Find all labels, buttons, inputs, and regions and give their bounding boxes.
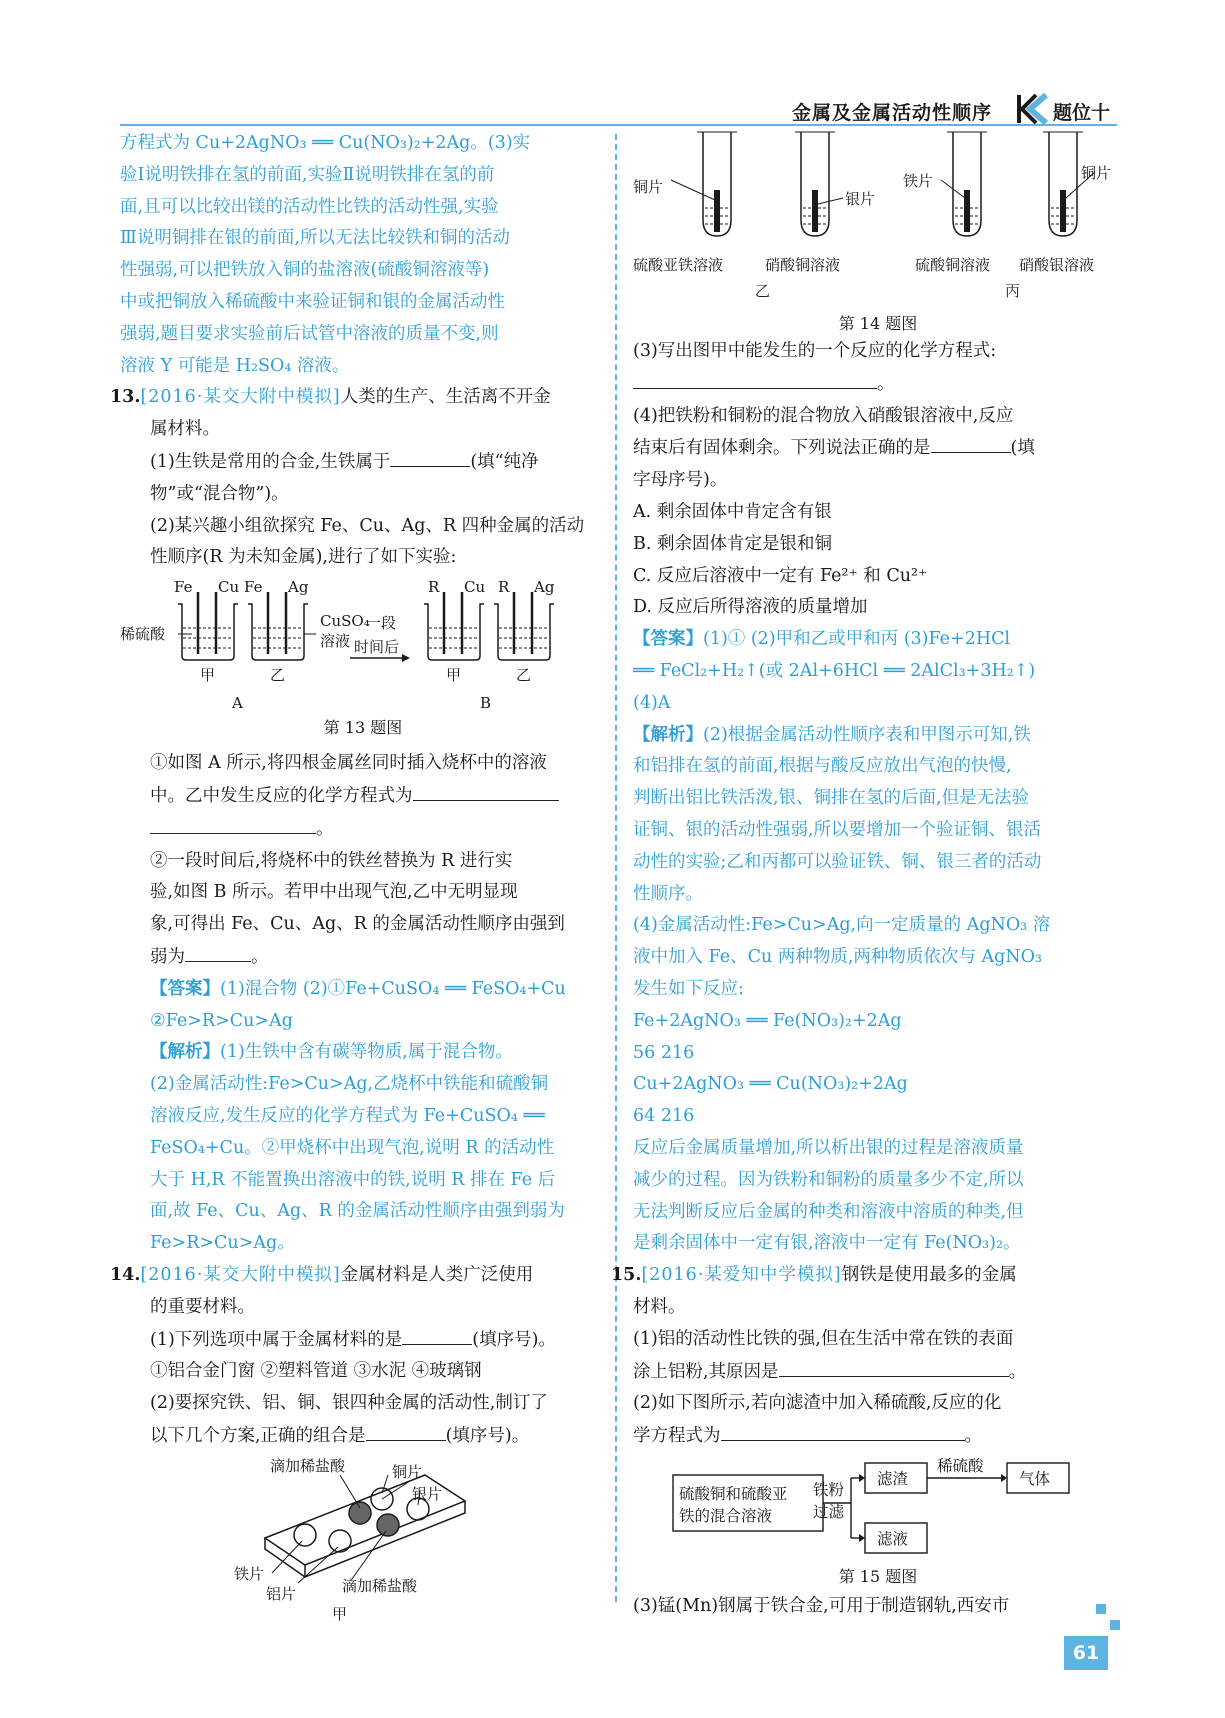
option-c: C. 反应后溶液中一定有 Fe²⁺ 和 Cu²⁺ xyxy=(633,565,928,586)
label-residue: 滤渣 xyxy=(877,1469,909,1488)
q14-explanation-line: Cu+2AgNO₃ ══ Cu(NO₃)₂+2Ag xyxy=(633,1074,908,1095)
q14-answer-cont: ══ FeCl₂+H₂↑(或 2Al+6HCl ══ 2AlCl₃+3H₂↑) xyxy=(633,660,1036,681)
label-fe: 铁片 xyxy=(903,172,934,190)
label-b: B xyxy=(480,694,492,713)
label-yi: 乙 xyxy=(270,666,286,685)
label-solution: 硝酸铜溶液 xyxy=(765,256,841,274)
q13-stem: 13.[2016·某交大附中模拟]人类的生产、生活离不开金 xyxy=(110,387,551,408)
label-yi: 乙 xyxy=(755,282,771,300)
q13-explanation-line: 大于 H,R 不能置换出溶液中的铁,说明 R 排在 Fe 后 xyxy=(150,1169,556,1190)
label-yi: 乙 xyxy=(516,666,532,685)
q15-stem: 15.[2016·某爱知中学模拟]钢铁是使用最多的金属 xyxy=(611,1265,1017,1286)
continuation-line: 溶液 Y 可能是 H₂SO₄ 溶液。 xyxy=(120,355,350,376)
figure-caption: 第 15 题图 xyxy=(838,1566,918,1586)
q13-explanation: 【解析】(1)生铁中含有碳等物质,属于混合物。 xyxy=(150,1042,513,1063)
figure-15 xyxy=(633,1453,1123,1565)
label-ag: Ag xyxy=(534,578,555,597)
section-number: 题位十 xyxy=(1053,102,1111,124)
header-rule xyxy=(120,124,1117,126)
q14-explanation-line: 动性的实验;乙和丙都可以验证铁、铜、银三者的活动 xyxy=(633,851,1042,872)
label-acid: 稀硫酸 xyxy=(120,625,166,644)
label-step: 一段 xyxy=(366,614,397,633)
q14-explanation-line: 64 216 xyxy=(633,1106,695,1127)
q14-answer-cont: (4)A xyxy=(633,692,671,713)
label-cuso4: CuSO₄ xyxy=(320,612,370,631)
q13-explanation-line: 面,故 Fe、Cu、Ag、R 的金属活动性顺序由强到弱为 xyxy=(150,1201,565,1222)
label-cu: Cu xyxy=(464,578,486,597)
label-fe: 铁片 xyxy=(234,1564,265,1583)
label-mixture: 铁的混合溶液 xyxy=(679,1506,773,1525)
label-solution: 溶液 xyxy=(320,632,351,651)
label-filter: 过滤 xyxy=(813,1502,845,1521)
q14-options: ①铝合金门窗 ②塑料管道 ③水泥 ④玻璃钢 xyxy=(150,1361,482,1382)
label-ag: 银片 xyxy=(412,1484,443,1503)
figure-14-jia xyxy=(120,1453,606,1623)
column-divider xyxy=(615,134,617,1602)
label-iron-powder: 铁粉 xyxy=(813,1480,845,1499)
section-title: 金属及金属活动性顺序 xyxy=(792,102,993,124)
label-solution: 硝酸银溶液 xyxy=(1019,256,1095,274)
continuation-line: Ⅲ说明铜排在银的前面,所以无法比较铁和铜的活动 xyxy=(120,228,510,249)
q14-part3-blank: 。 xyxy=(633,368,1123,401)
q14-part4: (4)把铁粉和铜粉的混合物放入硝酸银溶液中,反应 xyxy=(633,405,1014,426)
q14-explanation-line: (4)金属活动性:Fe>Cu>Ag,向一定质量的 AgNO₃ 溶 xyxy=(633,915,1051,936)
label-jia: 甲 xyxy=(332,1604,348,1623)
q13-sub2: ②一段时间后,将烧杯中的铁丝替换为 R 进行实 xyxy=(150,850,513,871)
continuation-line: 验Ⅰ说明铁排在氢的前面,实验Ⅱ说明铁排在氢的前 xyxy=(120,164,495,185)
q14-part2: (2)要探究铁、铝、铜、银四种金属的活动性,制订了 xyxy=(150,1393,548,1414)
q14-explanation-line: 是剩余固体中一定有银,溶液中一定有 Fe(NO₃)₂。 xyxy=(633,1233,1021,1254)
q14-stem-cont: 的重要材料。 xyxy=(150,1296,255,1317)
label-a: A xyxy=(232,694,243,713)
answer-blank[interactable] xyxy=(779,1356,1009,1377)
answer-blank[interactable] xyxy=(721,1420,965,1441)
q13-answer-cont: ②Fe>R>Cu>Ag xyxy=(150,1010,293,1031)
q13-sub2-cont: 弱为 。 xyxy=(120,941,606,974)
q13-part2-cont: 性顺序(R 为未知金属),进行了如下实验: xyxy=(150,547,457,568)
option-b: B. 剩余固体肯定是银和铜 xyxy=(633,533,832,554)
q13-sub1-blank: 。 xyxy=(120,813,606,846)
q15-part2-cont: 学方程式为 。 xyxy=(633,1420,1123,1453)
q14-explanation-line: 和铝排在氢的前面,根据与酸反应放出气泡的快慢, xyxy=(633,756,1012,777)
label-bing: 丙 xyxy=(1005,282,1021,300)
q14-answer: 【答案】(1)① (2)甲和乙或甲和丙 (3)Fe+2HCl xyxy=(633,629,1011,650)
label-cu: 铜片 xyxy=(1081,164,1112,182)
label-ag: 银片 xyxy=(845,190,876,208)
q14-explanation-line: 无法判断反应后金属的种类和溶液中溶质的种类,但 xyxy=(633,1201,1024,1222)
q13-part2: (2)某兴趣小组欲探究 Fe、Cu、Ag、R 四种金属的活动 xyxy=(150,515,585,536)
continuation-line: 方程式为 Cu+2AgNO₃ ══ Cu(NO₃)₂+2Ag。(3)实 xyxy=(120,133,531,153)
option-d: D. 反应后所得溶液的质量增加 xyxy=(633,597,868,618)
answer-blank[interactable] xyxy=(150,813,316,834)
continuation-line: 强弱,题目要求实验前后试管中溶液的质量不变,则 xyxy=(120,323,499,344)
answer-blank[interactable] xyxy=(413,780,559,801)
label-cu: Cu xyxy=(218,578,240,597)
label-cu: 铜片 xyxy=(392,1462,423,1481)
q13-sub1: ①如图 A 所示,将四根金属丝同时插入烧杯中的溶液 xyxy=(150,753,547,774)
continuation-line: 面,且可以比较出镁的活动性比铁的活动性强,实验 xyxy=(120,196,499,217)
q15-part2: (2)如下图所示,若向滤渣中加入稀硫酸,反应的化 xyxy=(633,1393,1002,1414)
q13-part1: (1)生铁是常用的合金,生铁属于 (填“纯净 xyxy=(120,446,606,479)
q15-part3: (3)锰(Mn)钢属于铁合金,可用于制造钢轨,西安市 xyxy=(633,1595,1010,1616)
label-step: 时间后 xyxy=(354,638,400,657)
label-al: 铝片 xyxy=(266,1584,297,1603)
label-jia: 甲 xyxy=(200,666,216,685)
q14-explanation-line: 证铜、银的活动性强弱,所以要增加一个验证铜、银活 xyxy=(633,819,1042,840)
q14-explanation-line: 减少的过程。因为铁粉和铜粉的质量多少不定,所以 xyxy=(633,1169,1024,1190)
decor-square xyxy=(1096,1604,1106,1614)
q13-explanation-line: (2)金属活动性:Fe>Cu>Ag,乙烧杯中铁能和硫酸铜 xyxy=(150,1074,549,1095)
q15-part1: (1)铝的活动性比铁的强,但在生活中常在铁的表面 xyxy=(633,1328,1014,1349)
q13-explanation-line: 溶液反应,发生反应的化学方程式为 Fe+CuSO₄ ══ xyxy=(150,1105,545,1126)
q14-explanation-line: 反应后金属质量增加,所以析出银的过程是溶液质量 xyxy=(633,1137,1024,1158)
decor-square xyxy=(1110,1620,1120,1630)
figure-13 xyxy=(120,574,606,714)
label-r: R xyxy=(498,578,510,597)
q14-part4-cont: 结束后有固体剩余。下列说法正确的是 (填 xyxy=(633,432,1123,465)
label-solution: 硫酸亚铁溶液 xyxy=(633,256,724,274)
q13-sub2-cont: 验,如图 B 所示。若甲中出现气泡,乙中无明显现 xyxy=(150,882,518,903)
q14-explanation-line: 发生如下反应: xyxy=(633,978,744,999)
left-column xyxy=(110,128,606,1623)
q14-part1: (1)下列选项中属于金属材料的是 (填序号)。 xyxy=(120,1324,606,1357)
answer-blank[interactable] xyxy=(185,941,251,962)
label-fe: Fe xyxy=(174,578,193,597)
option-a: A. 剩余固体中肯定含有银 xyxy=(633,501,832,522)
q14-part4-cont: 字母序号)。 xyxy=(633,470,728,491)
figure-caption: 第 13 题图 xyxy=(323,718,403,738)
q13-explanation-line: FeSO₄+Cu。②甲烧杯中出现气泡,说明 R 的活动性 xyxy=(150,1137,555,1158)
q13-sub2-cont: 象,可得出 Fe、Cu、Ag、R 的金属活动性顺序由强到 xyxy=(150,914,565,935)
label-solution: 硫酸铜溶液 xyxy=(915,256,991,274)
label-drop-hcl: 滴加稀盐酸 xyxy=(270,1456,346,1475)
q13-part1-cont: 物”或“混合物”)。 xyxy=(150,483,289,504)
q14-part2-cont: 以下几个方案,正确的组合是 (填序号)。 xyxy=(120,1420,606,1453)
q14-explanation-line: 液中加入 Fe、Cu 两种物质,两种物质依次与 AgNO₃ xyxy=(633,947,1042,968)
label-filtrate: 滤液 xyxy=(877,1529,909,1548)
answer-blank[interactable] xyxy=(390,446,470,467)
answer-blank[interactable] xyxy=(366,1420,446,1441)
q15-part1-cont: 涂上铝粉,其原因是 。 xyxy=(633,1356,1123,1389)
chevron-logo-icon xyxy=(1016,92,1050,126)
q14-part3: (3)写出图甲中能发生的一个反应的化学方程式: xyxy=(633,341,997,361)
label-fe: Fe xyxy=(244,578,263,597)
q14-explanation-line: 判断出铝比铁活泼,银、铜排在氢的后面,但是无法验 xyxy=(633,788,1030,809)
q13-stem-cont: 属材料。 xyxy=(150,419,220,440)
label-acid: 稀硫酸 xyxy=(937,1456,984,1475)
continuation-line: 中或把铜放入稀硫酸中来验证铜和银的金属活动性 xyxy=(120,291,505,312)
label-gas: 气体 xyxy=(1019,1469,1051,1488)
label-ag: Ag xyxy=(288,578,309,597)
q13-sub1-cont: 中。乙中发生反应的化学方程式为 xyxy=(120,780,606,813)
q13-explanation-line: Fe>R>Cu>Ag。 xyxy=(150,1233,295,1254)
q13-answer: 【答案】(1)混合物 (2)①Fe+CuSO₄ ══ FeSO₄+Cu xyxy=(150,978,566,999)
answer-blank[interactable] xyxy=(402,1324,472,1345)
label-mixture: 硫酸铜和硫酸亚 xyxy=(679,1484,788,1503)
figure-14-tubes xyxy=(633,128,1123,316)
label-drop-hcl: 滴加稀盐酸 xyxy=(342,1576,418,1595)
q14-explanation-line: 56 216 xyxy=(633,1042,695,1063)
answer-blank[interactable] xyxy=(633,368,877,389)
right-column xyxy=(611,128,1123,1623)
label-cu: 铜片 xyxy=(633,178,664,196)
figure-caption: 第 14 题图 xyxy=(838,314,918,333)
q14-explanation: 【解析】(2)根据金属活动性顺序表和甲图示可知,铁 xyxy=(633,724,1031,745)
page-number: 61 xyxy=(1064,1636,1108,1670)
label-jia: 甲 xyxy=(446,666,462,685)
q14-explanation-line: Fe+2AgNO₃ ══ Fe(NO₃)₂+2Ag xyxy=(633,1010,902,1031)
answer-blank[interactable] xyxy=(931,432,1011,453)
label-r: R xyxy=(428,578,440,597)
q14-explanation-line: 性顺序。 xyxy=(633,883,703,904)
q14-stem: 14.[2016·某交大附中模拟]金属材料是人类广泛使用 xyxy=(110,1264,534,1285)
q15-stem-cont: 材料。 xyxy=(633,1296,686,1317)
continuation-line: 性强弱,可以把铁放入铜的盐溶液(硫酸铜溶液等) xyxy=(120,260,490,281)
